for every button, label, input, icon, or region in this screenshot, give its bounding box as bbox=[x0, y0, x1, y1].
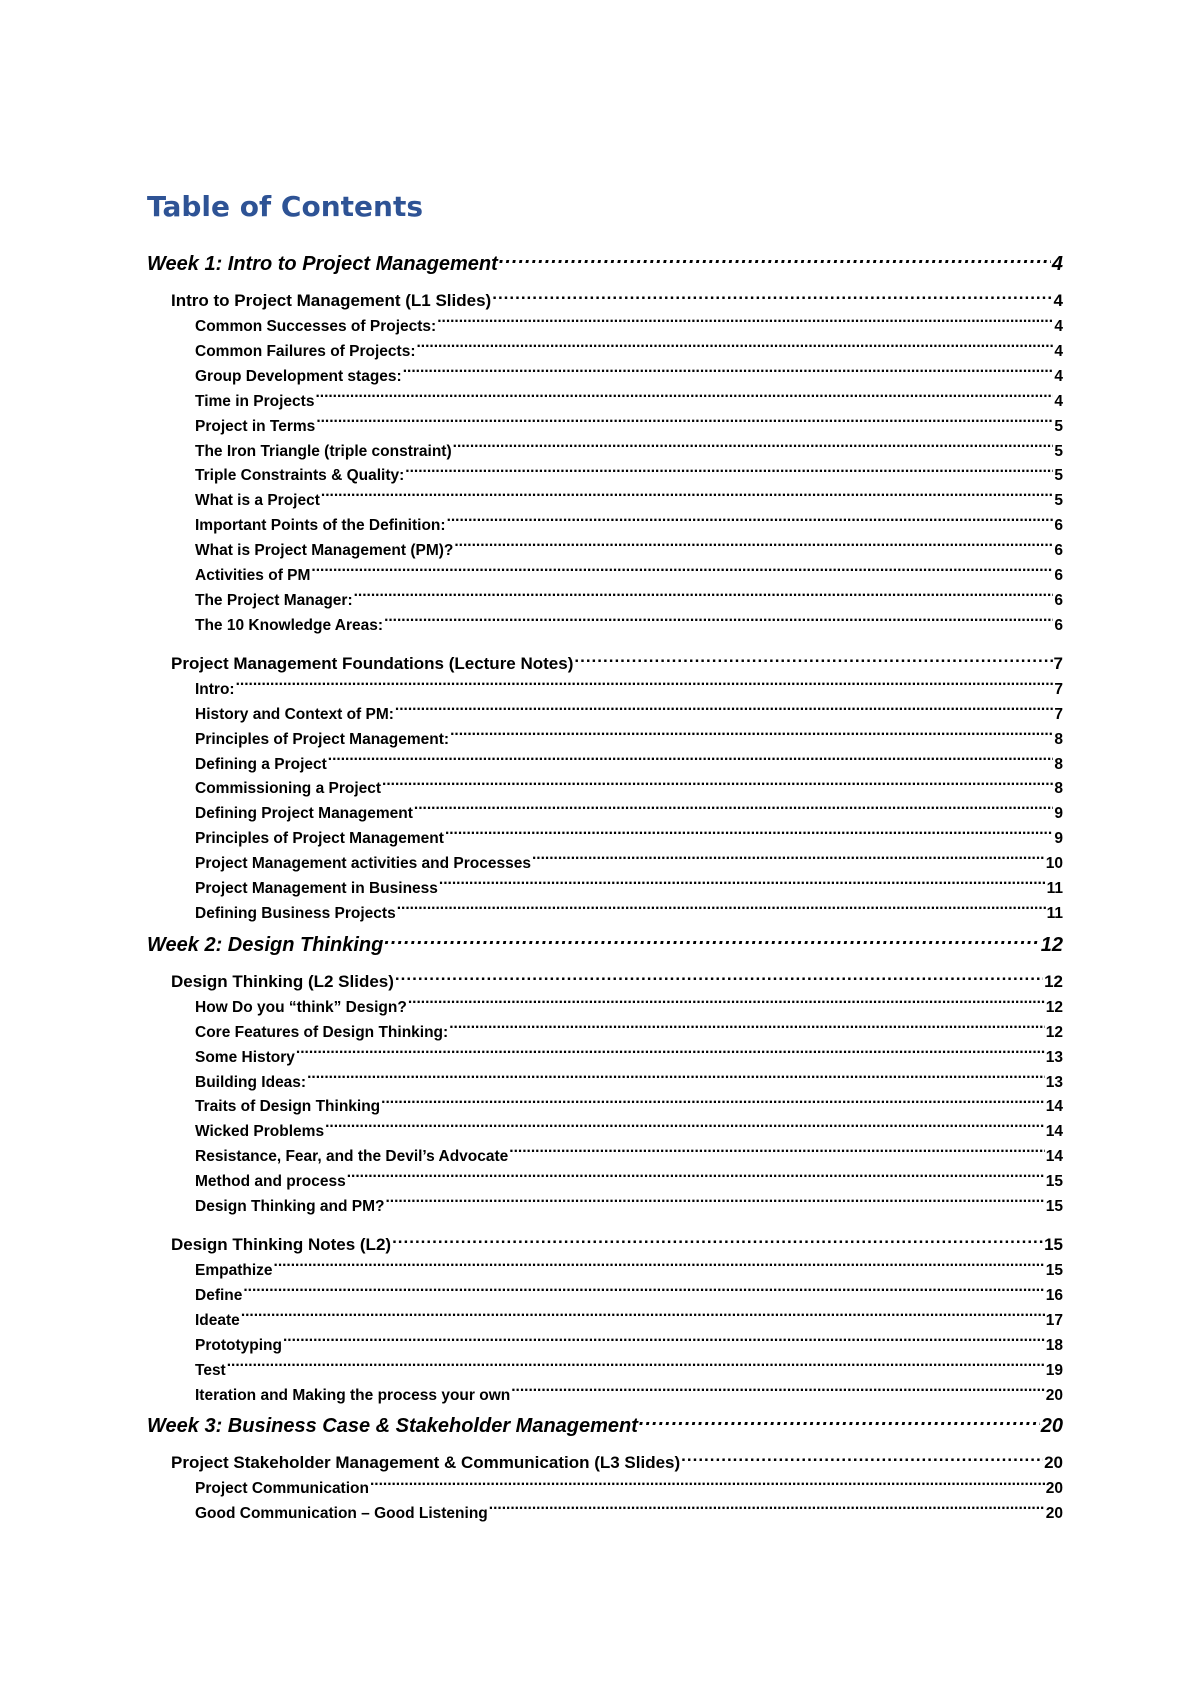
toc-entry-label: Defining a Project bbox=[195, 755, 327, 773]
dot-leader bbox=[397, 902, 1046, 918]
toc-entry-label: Define bbox=[195, 1286, 243, 1304]
dot-leader bbox=[227, 1359, 1045, 1375]
toc-entry-label: Time in Projects bbox=[195, 392, 315, 410]
toc-week-entry[interactable] bbox=[147, 931, 1063, 958]
toc-page-number: 7 bbox=[1054, 705, 1063, 723]
toc-week-entry[interactable] bbox=[147, 1412, 1063, 1439]
dot-leader bbox=[414, 803, 1053, 819]
dot-leader bbox=[408, 996, 1045, 1012]
toc-entry-label: Prototyping bbox=[195, 1336, 282, 1354]
dot-leader bbox=[384, 614, 1053, 630]
toc-page-number: 20 bbox=[1044, 1453, 1063, 1473]
toc-section-entry[interactable] bbox=[147, 1233, 1063, 1257]
toc-entry-label: Week 2: Design Thinking bbox=[147, 933, 384, 956]
toc-page-number: 6 bbox=[1054, 517, 1063, 535]
toc-entry-label: Method and process bbox=[195, 1173, 346, 1191]
dot-leader bbox=[381, 1096, 1045, 1112]
dot-leader bbox=[392, 1233, 1043, 1250]
toc-page-number: 15 bbox=[1044, 1235, 1063, 1254]
toc-subsection-entry[interactable] bbox=[147, 1195, 1063, 1220]
toc-subsection-entry[interactable] bbox=[147, 514, 1063, 539]
dot-leader bbox=[296, 1046, 1045, 1062]
toc-entry-label: Traits of Design Thinking bbox=[195, 1098, 381, 1116]
toc-page-number: 20 bbox=[1045, 1386, 1063, 1404]
toc-entry-label: How Do you “think” Design? bbox=[195, 998, 407, 1016]
toc-page-number: 9 bbox=[1054, 805, 1063, 823]
toc-subsection-entry[interactable] bbox=[147, 315, 1063, 340]
toc-subsection-entry[interactable] bbox=[147, 678, 1063, 703]
toc-entry-label: Intro to Project Management (L1 Slides) bbox=[171, 291, 492, 310]
toc-entry-label: Test bbox=[195, 1361, 226, 1379]
toc-page-number: 11 bbox=[1046, 880, 1063, 898]
toc-page-number: 4 bbox=[1054, 342, 1063, 360]
dot-leader bbox=[445, 828, 1053, 844]
dot-leader bbox=[395, 703, 1053, 719]
toc-subsection-entry[interactable] bbox=[147, 1145, 1063, 1170]
toc-subsection-entry[interactable] bbox=[147, 1334, 1063, 1359]
toc-entry-label: Design Thinking and PM? bbox=[195, 1198, 385, 1216]
dot-leader bbox=[370, 1478, 1045, 1494]
toc-page-number: 14 bbox=[1045, 1123, 1063, 1141]
toc-title: Table of Contents bbox=[147, 190, 424, 223]
toc-page-number: 9 bbox=[1054, 830, 1063, 848]
toc-subsection-entry[interactable] bbox=[147, 1120, 1063, 1145]
dot-leader bbox=[450, 728, 1053, 744]
toc-page-number: 14 bbox=[1045, 1148, 1063, 1166]
toc-entry-label: Principles of Project Management bbox=[195, 830, 444, 848]
toc-page-number: 17 bbox=[1045, 1311, 1063, 1329]
toc-entry-label: Empathize bbox=[195, 1262, 273, 1279]
toc-subsection-entry[interactable] bbox=[147, 703, 1063, 728]
toc-page-number: 4 bbox=[1054, 367, 1063, 385]
toc-page-number: 5 bbox=[1054, 492, 1063, 510]
toc-subsection-entry[interactable] bbox=[147, 539, 1063, 564]
toc-entry-label: Defining Business Projects bbox=[195, 904, 396, 922]
toc-page-number: 5 bbox=[1054, 442, 1063, 460]
toc-subsection-entry[interactable] bbox=[147, 489, 1063, 514]
dot-leader bbox=[489, 1503, 1045, 1519]
dot-leader bbox=[241, 1309, 1045, 1325]
toc-page-number: 15 bbox=[1045, 1198, 1063, 1216]
toc-subsection-entry[interactable] bbox=[147, 802, 1063, 827]
toc-page-number: 15 bbox=[1045, 1262, 1063, 1279]
toc-page-number: 6 bbox=[1054, 567, 1063, 585]
dot-leader bbox=[382, 778, 1053, 794]
dot-leader bbox=[315, 390, 1053, 406]
toc-entry-label: Project Stakeholder Management & Communication (L3 Slides) bbox=[171, 1453, 681, 1473]
toc-entry-label: Triple Constraints & Quality: bbox=[195, 467, 405, 485]
toc-page-number: 20 bbox=[1045, 1505, 1063, 1523]
toc-entry-label: Common Successes of Projects: bbox=[195, 318, 437, 335]
toc-subsection-entry[interactable] bbox=[147, 1046, 1063, 1071]
toc-page-number: 8 bbox=[1054, 780, 1063, 798]
toc-page-number: 7 bbox=[1053, 653, 1063, 673]
toc-entry-label: Some History bbox=[195, 1048, 295, 1066]
toc-entry-label: Wicked Problems bbox=[195, 1123, 325, 1141]
toc-entry-label: Intro: bbox=[195, 680, 235, 698]
toc-entry-label: Design Thinking Notes (L2) bbox=[171, 1235, 392, 1254]
toc-page-number: 20 bbox=[1045, 1480, 1063, 1498]
toc-entry-label: Resistance, Fear, and the Devil’s Advocate bbox=[195, 1148, 509, 1166]
toc-page-number: 6 bbox=[1054, 591, 1063, 609]
toc-page-number: 4 bbox=[1054, 318, 1063, 335]
toc-page-number: 16 bbox=[1045, 1286, 1063, 1304]
toc-page-number: 4 bbox=[1054, 392, 1063, 410]
toc-page-number: 12 bbox=[1045, 1023, 1063, 1041]
dot-leader bbox=[274, 1260, 1045, 1276]
toc-page-number: 6 bbox=[1054, 616, 1063, 634]
dot-leader bbox=[354, 589, 1054, 605]
toc-section-entry[interactable] bbox=[147, 970, 1063, 994]
toc-entry-label: History and Context of PM: bbox=[195, 705, 394, 723]
toc-page-number: 10 bbox=[1045, 855, 1063, 873]
dot-leader bbox=[325, 1121, 1045, 1137]
toc-subsection-entry[interactable] bbox=[147, 390, 1063, 415]
dot-leader bbox=[454, 540, 1053, 556]
toc-subsection-entry[interactable] bbox=[147, 1095, 1063, 1120]
toc-page-number: 4 bbox=[1051, 253, 1063, 275]
toc-entry-label: What is a Project bbox=[195, 492, 320, 510]
toc-subsection-entry[interactable] bbox=[147, 564, 1063, 589]
toc-entry-label: Core Features of Design Thinking: bbox=[195, 1023, 449, 1041]
toc-page-number: 5 bbox=[1054, 467, 1063, 485]
dot-leader bbox=[328, 753, 1054, 769]
dot-leader bbox=[439, 878, 1046, 894]
dot-leader bbox=[574, 652, 1052, 669]
dot-leader bbox=[453, 440, 1054, 456]
toc-entry-label: Project in Terms bbox=[195, 417, 316, 435]
toc-page-number: 12 bbox=[1044, 971, 1063, 991]
toc-page-number: 12 bbox=[1040, 933, 1063, 956]
dot-leader bbox=[347, 1171, 1045, 1187]
dot-leader bbox=[384, 931, 1039, 951]
toc-entry-label: Common Failures of Projects: bbox=[195, 342, 416, 360]
toc-page-number: 7 bbox=[1054, 680, 1063, 698]
dot-leader bbox=[403, 365, 1054, 381]
toc-entry-label: Iteration and Making the process your own bbox=[195, 1386, 511, 1404]
dot-leader bbox=[405, 465, 1053, 481]
toc-entry-label: Week 1: Intro to Project Management bbox=[147, 253, 498, 275]
toc-entry-label: Ideate bbox=[195, 1311, 240, 1329]
dot-leader bbox=[416, 340, 1053, 356]
toc-page-number: 12 bbox=[1045, 998, 1063, 1016]
toc-section-entry[interactable] bbox=[147, 1451, 1063, 1475]
toc-page-number: 6 bbox=[1054, 542, 1063, 560]
toc-subsection-entry[interactable] bbox=[147, 464, 1063, 489]
dot-leader bbox=[447, 515, 1054, 531]
toc-subsection-entry[interactable] bbox=[147, 996, 1063, 1021]
toc-subsection-entry[interactable] bbox=[147, 1021, 1063, 1046]
toc-page-number: 11 bbox=[1046, 904, 1063, 922]
toc-page-number: 19 bbox=[1045, 1361, 1063, 1379]
toc-subsection-entry[interactable] bbox=[147, 589, 1063, 614]
dot-leader bbox=[639, 1412, 1040, 1432]
toc-subsection-entry[interactable] bbox=[147, 1259, 1063, 1284]
toc-entry-label: Week 3: Business Case & Stakeholder Management bbox=[147, 1415, 638, 1438]
toc-page-number: 20 bbox=[1040, 1415, 1063, 1438]
toc-section-entry[interactable] bbox=[147, 652, 1063, 676]
dot-leader bbox=[283, 1334, 1045, 1350]
toc-subsection-entry[interactable] bbox=[147, 614, 1063, 639]
toc-entry-label: Project Communication bbox=[195, 1480, 369, 1498]
toc-entry-label: Project Management Foundations (Lecture Notes) bbox=[171, 653, 574, 673]
toc-entry-label: The 10 Knowledge Areas: bbox=[195, 616, 384, 634]
toc-subsection-entry[interactable] bbox=[147, 777, 1063, 802]
toc-subsection-entry[interactable] bbox=[147, 365, 1063, 390]
toc-entry-label: Commissioning a Project bbox=[195, 780, 382, 798]
toc-subsection-entry[interactable] bbox=[147, 877, 1063, 902]
toc-subsection-entry[interactable] bbox=[147, 1071, 1063, 1096]
toc-section-entry[interactable] bbox=[147, 289, 1063, 313]
toc-subsection-entry[interactable] bbox=[147, 1359, 1063, 1384]
toc-entry-label: Defining Project Management bbox=[195, 805, 413, 823]
toc-page-number: 5 bbox=[1054, 417, 1063, 435]
toc-entry-label: What is Project Management (PM)? bbox=[195, 542, 454, 560]
dot-leader bbox=[532, 853, 1045, 869]
toc-entry-label: Project Management in Business bbox=[195, 880, 438, 898]
toc-entry-label: Project Management activities and Processes bbox=[195, 855, 531, 873]
toc-subsection-entry[interactable] bbox=[147, 1384, 1063, 1409]
toc-entry-label: Important Points of the Definition: bbox=[195, 517, 446, 535]
toc-subsection-entry[interactable] bbox=[147, 1170, 1063, 1195]
toc-subsection-entry[interactable] bbox=[147, 902, 1063, 927]
dot-leader bbox=[321, 490, 1053, 506]
dot-leader bbox=[316, 415, 1053, 431]
dot-leader bbox=[492, 289, 1052, 306]
dot-leader bbox=[511, 1384, 1045, 1400]
toc-page-number: 8 bbox=[1054, 730, 1063, 748]
toc-page-number: 18 bbox=[1045, 1336, 1063, 1354]
toc-subsection-entry[interactable] bbox=[147, 1309, 1063, 1334]
dot-leader bbox=[499, 250, 1051, 270]
toc-subsection-entry[interactable] bbox=[147, 1477, 1063, 1502]
toc-page-number: 13 bbox=[1045, 1073, 1063, 1091]
toc-subsection-entry[interactable] bbox=[147, 753, 1063, 778]
dot-leader bbox=[437, 316, 1053, 332]
toc-entry-label: Principles of Project Management: bbox=[195, 730, 450, 748]
toc-entry-label: Design Thinking (L2 Slides) bbox=[171, 971, 394, 991]
dot-leader bbox=[395, 970, 1043, 987]
dot-leader bbox=[449, 1021, 1045, 1037]
dot-leader bbox=[311, 565, 1053, 581]
toc-page-number: 4 bbox=[1053, 291, 1063, 310]
toc-entry-label: The Project Manager: bbox=[195, 591, 353, 609]
toc-entry-label: Building Ideas: bbox=[195, 1073, 307, 1091]
dot-leader bbox=[385, 1196, 1044, 1212]
toc-page-number: 13 bbox=[1045, 1048, 1063, 1066]
toc-entry-label: The Iron Triangle (triple constraint) bbox=[195, 442, 452, 460]
dot-leader bbox=[681, 1451, 1043, 1468]
dot-leader bbox=[243, 1284, 1044, 1300]
dot-leader bbox=[509, 1146, 1044, 1162]
toc-subsection-entry[interactable] bbox=[147, 827, 1063, 852]
toc-entry-label: Group Development stages: bbox=[195, 367, 402, 385]
toc-week-entry[interactable] bbox=[147, 250, 1063, 277]
toc-page-number: 8 bbox=[1054, 755, 1063, 773]
toc-entry-label: Good Communication – Good Listening bbox=[195, 1505, 488, 1523]
toc-subsection-entry[interactable] bbox=[147, 1284, 1063, 1309]
toc-subsection-entry[interactable] bbox=[147, 852, 1063, 877]
toc-subsection-entry[interactable] bbox=[147, 415, 1063, 440]
toc-entry-label: Activities of PM bbox=[195, 567, 311, 585]
toc-subsection-entry[interactable] bbox=[147, 340, 1063, 365]
toc-subsection-entry[interactable] bbox=[147, 728, 1063, 753]
toc-subsection-entry[interactable] bbox=[147, 440, 1063, 465]
toc-page-number: 14 bbox=[1045, 1098, 1063, 1116]
dot-leader bbox=[236, 678, 1054, 694]
toc-page bbox=[147, 190, 1063, 1527]
toc-subsection-entry[interactable] bbox=[147, 1502, 1063, 1527]
toc-list bbox=[147, 250, 1063, 1527]
toc-page-number: 15 bbox=[1045, 1173, 1063, 1191]
dot-leader bbox=[307, 1071, 1045, 1087]
